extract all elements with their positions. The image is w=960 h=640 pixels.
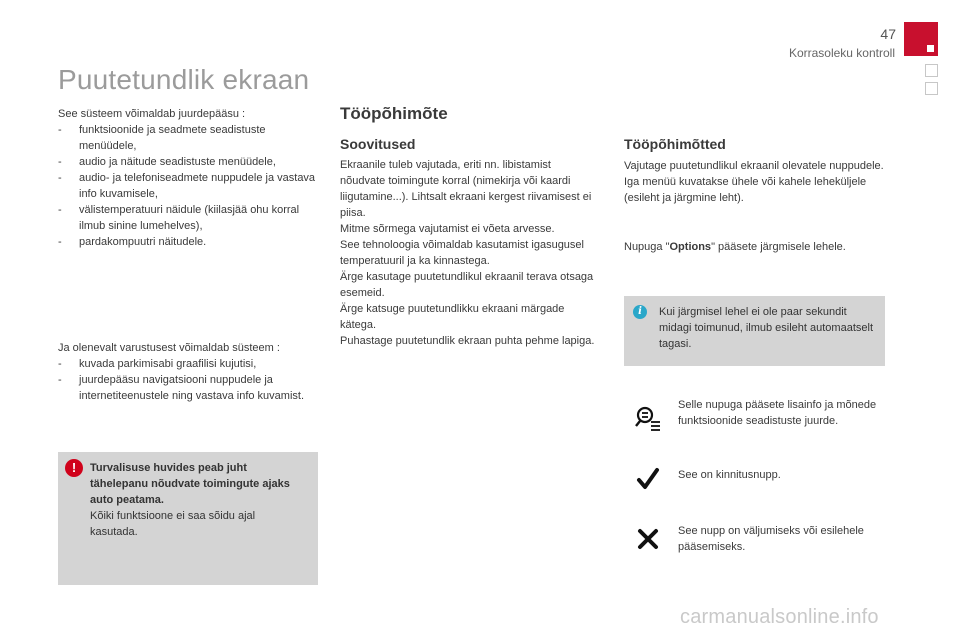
close-x-icon: [633, 524, 663, 554]
nav-box-2: [925, 82, 938, 95]
section-name: Korrasoleku kontroll: [788, 46, 895, 60]
legend-text-options: Selle nupuga pääsete lisainfo ja mõnede funktsioonide seadistuste juurde.: [678, 399, 877, 427]
info-text: Kui järgmisel lehel ei ole paar sekundit midagi toimunud, ilmub esileht automaatselt tagasi.: [659, 306, 874, 350]
subheading-recommendations: Soovitused: [340, 136, 416, 152]
paragraph: Puhastage puutetundlik ekraan puhta pehme lapiga.: [340, 335, 595, 347]
legend-text-confirm: See on kinnitusnupp.: [678, 469, 781, 481]
list-item: - funktsioonide ja seadmete seadistuste menüüdele,: [58, 124, 266, 152]
warning-text: [90, 460, 305, 540]
equipment-label: Ja olenevalt varustusest võimaldab süsteem :: [58, 342, 280, 354]
options-menu-icon: [633, 404, 663, 434]
list-item: - juurdepääsu navigatsiooni nuppudele ja internetiteenustele ning vastava info kuvamist.: [58, 374, 305, 402]
section-tab: [904, 22, 938, 56]
warning-bold-text: Turvalisuse huvides peab juht tähelepanu nõudvate toimingute ajaks auto peatama.: [90, 462, 290, 506]
exclamation-warning-icon: !: [65, 459, 83, 477]
info-icon: i: [633, 305, 647, 319]
intro-label: See süsteem võimaldab juurdepääsu :: [58, 108, 246, 120]
paragraph: Ärge katsuge puutetundlikku ekraani märgade kätega.: [340, 303, 565, 331]
paragraph: Mitme sõrmega vajutamist ei võeta arvesse.: [340, 223, 555, 235]
info-box: [624, 296, 885, 366]
list-item: - audio- ja telefoniseadmete nuppudele ja vastava info kuvamisele,: [58, 172, 316, 200]
section-tab-square: [927, 45, 934, 52]
list-item: - välistemperatuuri näidule (kiilasjää ohu korral ilmub sinine lumehelves),: [58, 204, 300, 232]
paragraph: Ekraanile tuleb vajutada, eriti nn. libistamist nõudvate toimingute korral (nimekirja või kaardi liigutamine...). Lihtsalt ekraani kergest riivamisest ei piisa.: [340, 159, 592, 219]
equipment-block: [58, 340, 320, 404]
section-heading: Tööpõhimõte: [340, 104, 448, 123]
subheading-principles: Tööpõhimõtted: [624, 136, 726, 152]
page-title: Puutetundlik ekraan: [58, 64, 310, 95]
page-number: 47: [880, 26, 896, 42]
list-item: - kuvada parkimisabi graafilisi kujutisi,: [58, 358, 257, 370]
nav-box-1: [925, 64, 938, 77]
warning-plain-text: Kõiki funktsioone ei saa sõidu ajal kasutada.: [90, 510, 256, 538]
watermark: carmanualsonline.info: [680, 606, 879, 628]
options-word: Options: [669, 241, 712, 253]
paragraph: Iga menüü kuvatakse ühele või kahele leheküljele (esileht ja järgmine leht).: [624, 176, 867, 204]
list-item: - pardakompuutri näitudele.: [58, 236, 207, 248]
paragraph: Ärge kasutage puutetundlikul ekraanil terava otsaga esemeid.: [340, 271, 594, 299]
options-line: Nupuga "Options" pääsete järgmisele lehele.: [624, 241, 846, 253]
checkmark-icon: [633, 464, 663, 494]
warning-box: [58, 452, 318, 585]
recommendations-text: [340, 157, 598, 349]
paragraph: Vajutage puutetundlikul ekraanil olevatele nuppudele.: [624, 160, 884, 172]
principles-text: [624, 158, 886, 206]
intro-block: [58, 106, 320, 250]
list-item: - audio ja näitude seadistuste menüüdele,: [58, 156, 276, 168]
paragraph: See tehnoloogia võimaldab kasutamist igasugusel temperatuuril ja ka kinnastega.: [340, 239, 584, 267]
legend-text-exit: See nupp on väljumiseks või esilehele pääsemiseks.: [678, 525, 864, 553]
